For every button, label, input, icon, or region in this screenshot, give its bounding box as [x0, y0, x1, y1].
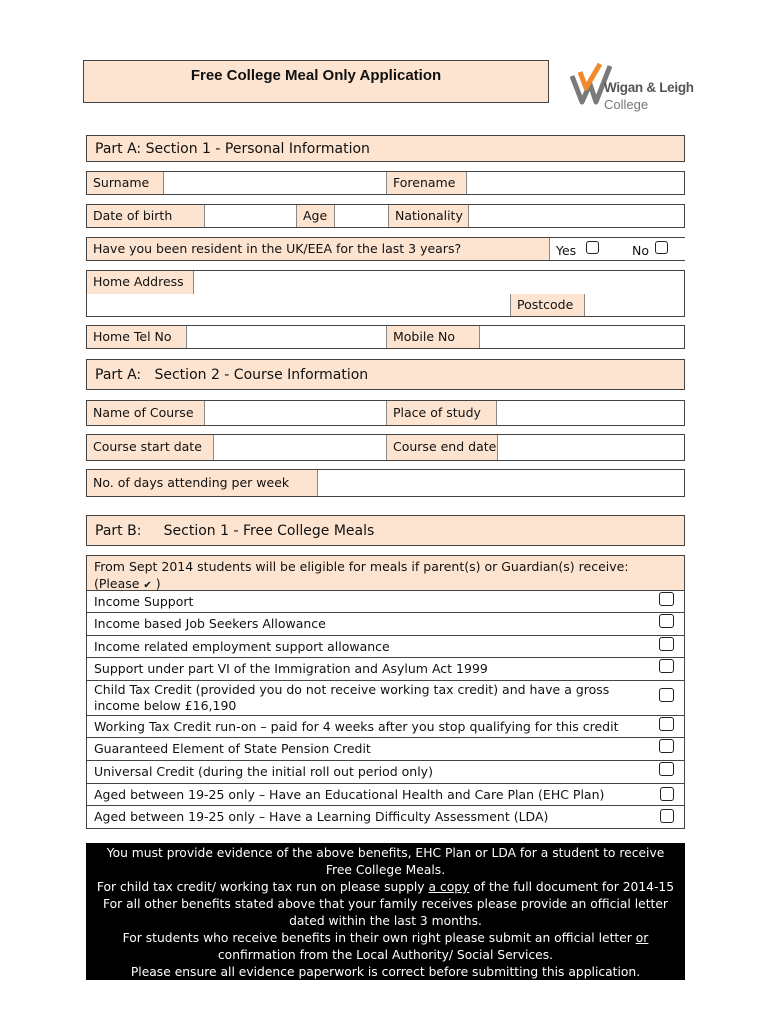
benefit-checkbox[interactable]	[659, 717, 674, 731]
notice-line-6-underlined: or	[635, 931, 649, 945]
benefit-row	[86, 591, 685, 613]
place-of-study-label: Place of study	[386, 401, 496, 425]
forename-label: Forename	[386, 172, 466, 194]
benefit-row	[86, 806, 685, 829]
row-days-attending	[86, 469, 685, 497]
mobile-field[interactable]	[479, 326, 684, 348]
home-address-field-2[interactable]	[87, 294, 510, 316]
row-address	[86, 270, 685, 317]
benefit-row	[86, 658, 685, 681]
row-course-name	[86, 400, 685, 426]
home-tel-field[interactable]	[186, 326, 386, 348]
postcode-label: Postcode	[510, 294, 584, 316]
nationality-label: Nationality	[388, 205, 468, 227]
form-title-box	[83, 60, 549, 103]
notice-line-3-end: of the full document for 2014-15	[469, 880, 675, 894]
forename-field[interactable]	[466, 172, 684, 194]
surname-label: Surname	[87, 172, 163, 194]
benefit-label: Universal Credit (during the initial roll out period only)	[94, 764, 433, 779]
notice-line-3	[86, 879, 685, 896]
residency-answer-cell	[549, 238, 685, 260]
mobile-label: Mobile No	[386, 326, 479, 348]
course-start-field[interactable]	[213, 435, 386, 460]
form-title: Free College Meal Only Application	[190, 67, 442, 84]
benefit-checkbox[interactable]	[660, 809, 674, 823]
evidence-notice	[86, 843, 685, 980]
residency-question: Have you been resident in the UK/EEA for the last 3 years?	[87, 238, 549, 260]
benefit-row	[86, 716, 685, 738]
please-tick-close: )	[151, 576, 161, 591]
benefit-label: Aged between 19-25 only – Have a Learning Difficulty Assessment (LDA)	[94, 809, 549, 824]
benefit-checkbox[interactable]	[659, 659, 674, 673]
benefit-label: Income based Job Seekers Allowance	[94, 616, 326, 631]
days-attending-label: No. of days attending per week	[87, 470, 317, 496]
benefit-checkbox[interactable]	[659, 739, 674, 753]
no-checkbox[interactable]	[655, 241, 668, 254]
notice-line-4: For all other benefits stated above that your family receives please provide an official letter	[103, 897, 668, 911]
eligibility-intro	[86, 555, 685, 591]
notice-line-3-underlined: a copy	[428, 880, 470, 894]
benefit-row	[86, 761, 685, 784]
row-name	[86, 171, 685, 195]
section-header-personal	[86, 135, 685, 162]
course-start-label: Course start date	[87, 435, 213, 460]
benefit-row	[86, 636, 685, 658]
notice-line-1: You must provide evidence of the above benefits, EHC Plan or LDA for a student to receive	[106, 846, 665, 860]
section-header-meals	[86, 515, 685, 546]
row-residency	[86, 237, 685, 261]
notice-line-7: confirmation from the Local Authority/ Social Services.	[217, 948, 554, 962]
benefit-row	[86, 613, 685, 636]
notice-line-5: dated within the last 3 months.	[289, 914, 482, 928]
please-tick-text: (Please	[94, 576, 144, 591]
benefit-checkbox[interactable]	[660, 787, 674, 801]
benefit-label: Income related employment support allowance	[94, 638, 390, 654]
age-field[interactable]	[334, 205, 388, 227]
course-end-field[interactable]	[497, 435, 684, 460]
dob-label: Date of birth	[87, 205, 204, 227]
row-dob	[86, 204, 685, 228]
benefit-checkbox[interactable]	[659, 688, 674, 702]
course-name-field[interactable]	[204, 401, 386, 425]
dob-field[interactable]	[204, 205, 296, 227]
home-address-field[interactable]	[193, 271, 684, 294]
notice-line-2: Free College Meals.	[325, 863, 446, 877]
section-title-personal: Part A: Section 1 - Personal Information	[95, 140, 370, 157]
tick-icon: ✔	[143, 580, 152, 591]
address-line-1	[87, 271, 684, 295]
college-logo-subname: College	[604, 97, 649, 112]
no-label: No	[632, 243, 649, 258]
benefit-checkbox[interactable]	[659, 637, 674, 651]
benefit-row	[86, 784, 685, 806]
benefit-row	[86, 681, 685, 716]
benefit-checkbox[interactable]	[659, 762, 674, 776]
benefit-label: Working Tax Credit run-on – paid for 4 weeks after you stop qualifying for this credit	[94, 718, 619, 734]
benefit-row	[86, 738, 685, 761]
home-address-label: Home Address	[87, 271, 193, 294]
college-logo	[570, 60, 694, 116]
nationality-field[interactable]	[468, 205, 684, 227]
yes-label: Yes	[556, 243, 577, 258]
college-logo-name: Wigan & Leigh	[604, 80, 694, 95]
row-phone	[86, 325, 685, 349]
benefit-checkbox[interactable]	[659, 592, 674, 606]
place-of-study-field[interactable]	[496, 401, 684, 425]
eligibility-intro-line-2	[94, 576, 161, 591]
notice-line-6	[86, 930, 685, 947]
address-line-2	[87, 294, 684, 316]
eligibility-intro-line-1: From Sept 2014 students will be eligible for meals if parent(s) or Guardian(s) receive:	[94, 559, 629, 574]
benefit-label: Aged between 19-25 only – Have an Educational Health and Care Plan (EHC Plan)	[94, 786, 605, 802]
home-tel-label: Home Tel No	[87, 326, 186, 348]
benefit-label: Support under part VI of the Immigration and Asylum Act 1999	[94, 661, 488, 676]
benefit-label: Income Support	[94, 593, 194, 609]
row-course-dates	[86, 434, 685, 461]
section-title-course: Part A: Section 2 - Course Information	[95, 366, 369, 383]
notice-line-3-start: For child tax credit/ working tax run on please supply	[96, 880, 429, 894]
notice-line-8: Please ensure all evidence paperwork is correct before submitting this application.	[130, 965, 641, 979]
benefit-checkbox[interactable]	[659, 614, 674, 628]
section-title-meals: Part B: Section 1 - Free College Meals	[95, 522, 375, 539]
postcode-field[interactable]	[584, 294, 684, 316]
days-attending-field[interactable]	[317, 470, 684, 496]
course-name-label: Name of Course	[87, 401, 204, 425]
notice-line-6-start: For students who receive benefits in their own right please submit an official letter	[122, 931, 636, 945]
course-end-label: Course end date	[386, 435, 497, 460]
benefit-label: Guaranteed Element of State Pension Credit	[94, 741, 371, 756]
age-label: Age	[296, 205, 334, 227]
benefit-label: Child Tax Credit (provided you do not receive working tax credit) and have a gross income below £16,190	[94, 682, 610, 713]
section-header-course	[86, 359, 685, 390]
yes-checkbox[interactable]	[586, 241, 599, 254]
